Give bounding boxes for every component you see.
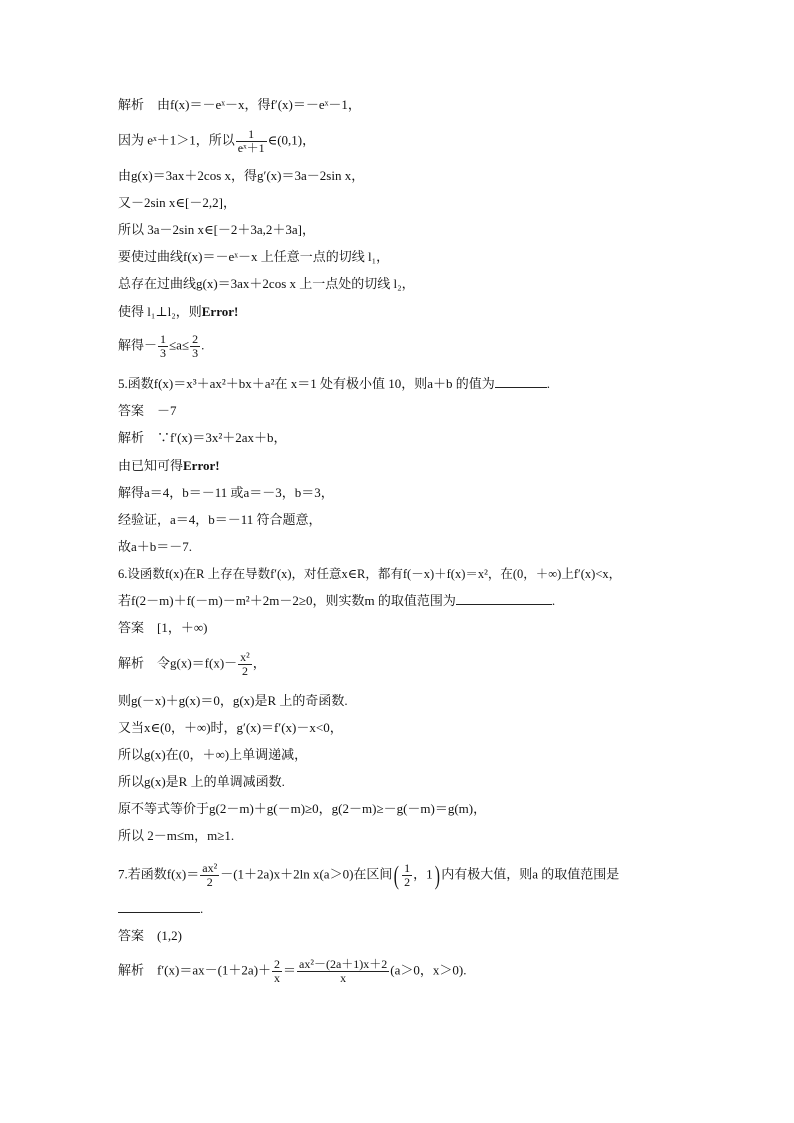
numerator: 1 bbox=[404, 861, 411, 875]
solution-line-4 bbox=[118, 194, 236, 212]
text: 总存在过曲线g(x)＝3ax＋2cos x 上一点处的切线 l₂， bbox=[118, 276, 415, 291]
text: 解得－ bbox=[118, 337, 158, 353]
solution-5-line-5 bbox=[118, 538, 192, 556]
text: 答案 －7 bbox=[118, 403, 177, 418]
solution-6-line-3 bbox=[118, 719, 343, 737]
text: 则g(－x)＋g(x)＝0，g(x)是R 上的奇函数. bbox=[118, 693, 348, 708]
text: 所以 3a－2sin x∈[－2＋3a,2＋3a]， bbox=[118, 222, 316, 237]
text: 6.设函数f(x)在R 上存在导数f′(x)，对任意x∈R，都有f(－x)＋f(x)＝x²，在(0，＋∞)上f′(x)<x， bbox=[118, 567, 622, 581]
solution-5-line-1 bbox=[118, 429, 287, 447]
denominator: x bbox=[340, 971, 347, 985]
text: ＝ bbox=[283, 962, 297, 978]
answer-5 bbox=[118, 402, 177, 420]
numerator: 1 bbox=[236, 128, 267, 142]
solution-6-line-2 bbox=[118, 692, 348, 710]
text: 又当x∈(0，＋∞)时，g′(x)＝f′(x)－x<0， bbox=[118, 720, 343, 735]
solution-7-line-1 bbox=[118, 958, 466, 985]
question-7-line-2 bbox=[118, 900, 203, 918]
fraction bbox=[190, 333, 200, 360]
text: ， bbox=[252, 655, 266, 671]
denominator: 3 bbox=[192, 346, 199, 360]
solution-6-line-1 bbox=[118, 651, 266, 678]
solution-line-6 bbox=[118, 248, 389, 266]
question-6-line-1 bbox=[118, 565, 621, 583]
solution-6-line-7 bbox=[118, 827, 234, 845]
text: 解析 f′(x)＝ax－(1＋2a)＋ bbox=[118, 962, 272, 978]
fraction bbox=[272, 958, 282, 985]
denominator: 2 bbox=[404, 875, 411, 889]
solution-line-5 bbox=[118, 221, 315, 239]
fraction bbox=[402, 862, 412, 889]
numerator: 1 bbox=[160, 332, 167, 346]
text: 原不等式等价于g(2－m)＋g(－m)≥0，g(2－m)≥－g(－m)＝g(m)， bbox=[118, 801, 487, 816]
denominator: 2 bbox=[241, 664, 248, 678]
numerator: 2 bbox=[274, 957, 281, 971]
error-text: Error! bbox=[201, 304, 239, 319]
solution-line-9 bbox=[118, 333, 204, 360]
solution-5-line-2 bbox=[118, 457, 220, 475]
text: . bbox=[551, 593, 556, 608]
solution-line-1 bbox=[118, 96, 361, 114]
solution-5-line-4 bbox=[118, 511, 322, 529]
text: ∈(0,1)， bbox=[267, 132, 316, 148]
text: 5.函数f(x)＝x³＋ax²＋bx＋a²在 x＝1 处有极小值 10，则a＋b 的值为 bbox=[118, 376, 495, 391]
fraction bbox=[200, 862, 219, 889]
denominator: 3 bbox=[160, 346, 167, 360]
text: 要使过曲线f(x)＝－eˣ－x 上任意一点的切线 l₁， bbox=[118, 249, 390, 264]
solution-line-8 bbox=[118, 303, 238, 321]
numerator: ax² bbox=[202, 861, 218, 875]
numerator: 2 bbox=[192, 332, 199, 346]
error-text: Error! bbox=[183, 458, 220, 473]
question-5 bbox=[118, 375, 550, 393]
text: 7.若函数f(x)＝ bbox=[118, 866, 200, 882]
text: 解析 令g(x)＝f(x)－ bbox=[118, 655, 238, 671]
fraction bbox=[236, 128, 267, 155]
answer-blank bbox=[456, 592, 552, 605]
left-paren: ( bbox=[394, 860, 400, 890]
text: 解得a＝4，b＝－11 或a＝－3，b＝3， bbox=[118, 485, 334, 500]
text: 解析 由f(x)＝－eˣ－x，得f′(x)＝－eˣ－1， bbox=[118, 97, 361, 112]
solution-6-line-5 bbox=[118, 773, 285, 791]
text: 所以 2－m≤m，m≥1. bbox=[118, 828, 235, 843]
right-paren: ) bbox=[434, 860, 440, 890]
text: 内有极大值，则a 的取值范围是 bbox=[441, 866, 620, 882]
solution-6-line-4 bbox=[118, 746, 307, 764]
text: . bbox=[201, 337, 205, 353]
solution-5-line-3 bbox=[118, 484, 334, 502]
text: . bbox=[200, 901, 204, 916]
denominator: eˣ＋1 bbox=[237, 141, 265, 155]
denominator: 2 bbox=[206, 875, 213, 889]
text: 若f(2－m)＋f(－m)－m²＋2m－2≥0，则实数m 的取值范围为 bbox=[118, 593, 456, 608]
text: 答案 [1，＋∞) bbox=[118, 620, 208, 635]
text: 使得 l₁⊥l₂，则 bbox=[118, 304, 202, 319]
text: 经验证，a＝4，b＝－11 符合题意， bbox=[118, 512, 322, 527]
text: 又－2sin x∈[－2,2]， bbox=[118, 195, 236, 210]
text: －(1＋2a)x＋2ln x(a＞0)在区间 bbox=[220, 866, 393, 882]
question-7-line-1 bbox=[118, 862, 619, 889]
solution-line-7 bbox=[118, 275, 415, 293]
text: 答案 (1,2) bbox=[118, 928, 182, 943]
text: 由已知可得 bbox=[118, 458, 184, 473]
numerator: x² bbox=[240, 650, 250, 664]
text: ，1 bbox=[413, 866, 433, 882]
text: (a＞0，x＞0). bbox=[390, 962, 467, 978]
fraction bbox=[297, 958, 389, 985]
fraction bbox=[158, 333, 168, 360]
answer-7 bbox=[118, 927, 182, 945]
solution-line-3 bbox=[118, 167, 364, 185]
text: 故a＋b＝－7. bbox=[118, 539, 193, 554]
answer-blank bbox=[495, 375, 547, 388]
solution-6-line-6 bbox=[118, 800, 486, 818]
text: 因为 eˣ＋1＞1，所以 bbox=[118, 132, 235, 148]
text: 所以g(x)是R 上的单调减函数. bbox=[118, 774, 285, 789]
fraction bbox=[238, 651, 252, 678]
text: . bbox=[546, 376, 550, 391]
denominator: x bbox=[274, 971, 281, 985]
solution-line-2 bbox=[118, 128, 315, 155]
question-6-line-2 bbox=[118, 592, 555, 610]
answer-6 bbox=[118, 619, 207, 637]
answer-blank bbox=[118, 900, 200, 913]
text: 解析 ∵f′(x)＝3x²＋2ax＋b， bbox=[118, 430, 287, 445]
numerator: ax²－(2a＋1)x＋2 bbox=[299, 957, 388, 971]
text: ≤a≤ bbox=[169, 337, 190, 353]
text: 由g(x)＝3ax＋2cos x，得g′(x)＝3a－2sin x， bbox=[118, 168, 365, 183]
text: 所以g(x)在(0，＋∞)上单调递减， bbox=[118, 747, 308, 762]
